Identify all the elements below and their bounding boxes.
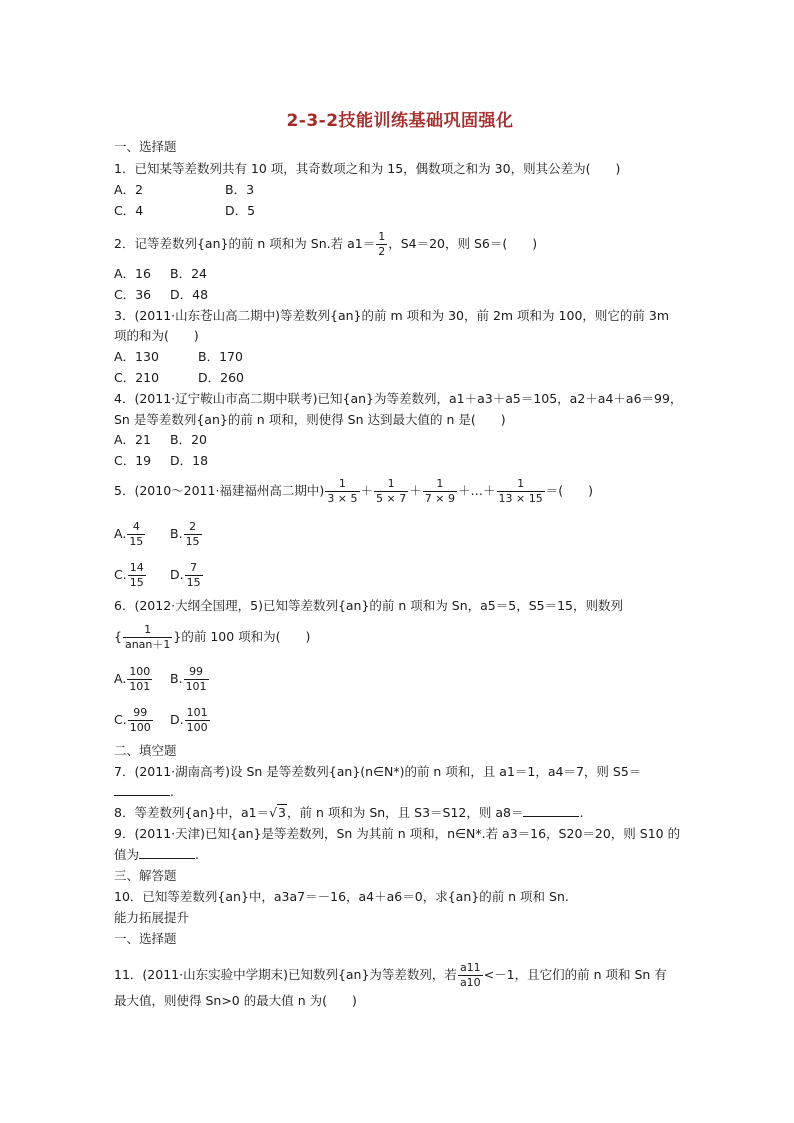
q6-option-b-fraction bbox=[184, 665, 209, 694]
q9-answer-blank[interactable] bbox=[139, 847, 195, 859]
q8-period: . bbox=[579, 805, 584, 820]
denominator: 15 bbox=[185, 535, 200, 548]
q2-text-start: 2．记等差数列{an}的前 n 项和为 Sn.若 a1＝ bbox=[114, 236, 376, 251]
q8-text-start: 8．等差数列{an}中，a1＝ bbox=[114, 805, 270, 820]
question-3-line-2: 项的和为( ) bbox=[114, 328, 199, 343]
question-4-line-2: Sn 是等差数列{an}的前 n 项和，则使得 Sn 达到最大值的 n 是( ) bbox=[114, 412, 506, 427]
q6-option-d-fraction bbox=[185, 706, 210, 735]
q6-option-c bbox=[114, 706, 154, 735]
q1-option-b: B．3 bbox=[225, 182, 255, 197]
question-11-line-2: 最大值，则使得 Sn>0 的最大值 n 为( ) bbox=[114, 993, 357, 1008]
numerator: 4 bbox=[127, 520, 145, 535]
q5-term-1-denominator: 3 × 5 bbox=[327, 492, 358, 505]
denominator: 100 bbox=[129, 721, 151, 734]
question-4-line-1: 4．(2011·辽宁鞍山市高二期中联考)已知{an}为等差数列，a1＋a3＋a5＝105，a2＋a4＋a6＝99， bbox=[114, 391, 683, 406]
section-heading-choice-2: 一、选择题 bbox=[114, 931, 177, 946]
q5-option-b-label: B. bbox=[170, 526, 183, 541]
q1-option-c: C．4 bbox=[114, 203, 144, 218]
q5-term-4-numerator: 1 bbox=[497, 477, 545, 492]
q5-term-4-denominator: 13 × 15 bbox=[498, 492, 543, 505]
q8-answer-blank[interactable] bbox=[523, 805, 579, 817]
q4-option-a: A．21 bbox=[114, 432, 151, 447]
denominator: 15 bbox=[186, 576, 201, 589]
denominator: 101 bbox=[129, 680, 151, 693]
q5-term-2 bbox=[374, 477, 408, 506]
q5-option-a-label: A. bbox=[114, 526, 127, 541]
question-6-line-2 bbox=[114, 623, 310, 652]
question-8 bbox=[114, 805, 583, 821]
q2-option-b: B．24 bbox=[170, 266, 207, 281]
q4-option-c: C．19 bbox=[114, 453, 152, 468]
q4-option-b: B．20 bbox=[170, 432, 207, 447]
numerator: 99 bbox=[128, 706, 153, 721]
question-2 bbox=[114, 230, 537, 259]
q5-term-3-numerator: 1 bbox=[423, 477, 457, 492]
question-7-line-2 bbox=[114, 784, 174, 800]
section-heading-solve: 三、解答题 bbox=[114, 868, 177, 883]
q2-fraction-numerator: 1 bbox=[378, 230, 386, 243]
q11-text-start: 11．(2011·山东实验中学期末)已知数列{an}为等差数列，若 bbox=[114, 967, 457, 982]
plus-sign: ＋ bbox=[360, 483, 374, 498]
q6-option-a-fraction bbox=[127, 665, 152, 694]
q5-option-b-fraction bbox=[184, 520, 202, 549]
q2-fraction-denominator: 2 bbox=[378, 245, 386, 258]
plus-sign: ＋ bbox=[409, 483, 422, 498]
q6-fraction bbox=[123, 623, 172, 652]
q3-option-a: A．130 bbox=[114, 349, 159, 364]
q9-period: . bbox=[195, 847, 199, 862]
numerator: 99 bbox=[184, 665, 209, 680]
question-9-line-1: 9．(2011·天津)已知{an}是等差数列，Sn 为其前 n 项和，n∈N*.若 a3＝16，S20＝20，则 S10 的 bbox=[114, 826, 681, 841]
q6-option-b bbox=[170, 665, 210, 694]
sqrt-icon: √ bbox=[269, 805, 278, 820]
question-11-line-1 bbox=[114, 961, 667, 990]
q5-option-c-fraction bbox=[128, 561, 146, 590]
q6-fraction-numerator: 1 bbox=[123, 623, 172, 638]
section-heading-extension: 能力拓展提升 bbox=[114, 910, 190, 925]
numerator: 14 bbox=[129, 561, 144, 574]
q5-option-a bbox=[114, 520, 146, 549]
q5-option-c-label: C. bbox=[114, 567, 127, 582]
question-3-line-1: 3．(2011·山东苍山高二期中)等差数列{an}的前 m 项和为 30，前 2m 项和为 100，则它的前 3m bbox=[114, 308, 669, 323]
q11-fraction-denominator: a10 bbox=[459, 976, 481, 989]
question-5 bbox=[114, 477, 593, 506]
denominator: 15 bbox=[129, 535, 144, 548]
q6-fraction-denominator: anan＋1 bbox=[124, 638, 171, 651]
q5-option-a-fraction bbox=[127, 520, 145, 549]
question-6-line-1: 6．(2012·大纲全国理，5)已知等差数列{an}的前 n 项和为 Sn，a5＝5，S5＝15，则数列 bbox=[114, 598, 623, 613]
q7-period: . bbox=[170, 784, 174, 799]
q5-option-c bbox=[114, 561, 147, 590]
document-title: 2-3-2技能训练基础巩固强化 bbox=[286, 111, 514, 131]
numerator: 7 bbox=[185, 561, 203, 576]
q9-text-start: 值为 bbox=[114, 847, 140, 862]
ellipsis-sign: ＋…＋ bbox=[458, 483, 496, 498]
q8-radicand: 3 bbox=[278, 805, 286, 820]
section-heading-fill-blank: 二、填空题 bbox=[114, 743, 177, 758]
denominator: 101 bbox=[185, 680, 207, 693]
q6-option-d bbox=[170, 706, 211, 735]
q3-option-c: C．210 bbox=[114, 370, 160, 385]
section-heading-choice: 一、选择题 bbox=[114, 139, 177, 154]
q7-answer-blank[interactable] bbox=[114, 784, 170, 796]
q5-option-b bbox=[170, 520, 203, 549]
q11-text-end: <－1，且它们的前 n 项和 Sn 有 bbox=[483, 967, 667, 982]
q5-text-end: ＝( ) bbox=[545, 483, 593, 498]
q5-term-2-numerator: 1 bbox=[374, 477, 408, 492]
q6-option-b-label: B. bbox=[170, 671, 183, 686]
q5-term-3 bbox=[423, 477, 457, 506]
q6-option-d-label: D. bbox=[170, 712, 184, 727]
question-7-line-1: 7．(2011·湖南高考)设 Sn 是等差数列{an}(n∈N*)的前 n 项和，且 a1＝1，a4＝7，则 S5＝ bbox=[114, 764, 642, 779]
q6-option-a-label: A. bbox=[114, 671, 127, 686]
q2-option-d: D．48 bbox=[170, 287, 209, 302]
q5-term-1 bbox=[325, 477, 359, 506]
q1-option-a: A．2 bbox=[114, 182, 144, 197]
question-9-line-2 bbox=[114, 847, 199, 863]
question-10: 10．已知等差数列{an}中，a3a7＝－16，a4＋a6＝0，求{an}的前 n 项和 Sn. bbox=[114, 889, 569, 904]
q5-option-d bbox=[170, 561, 204, 590]
q2-fraction bbox=[376, 230, 387, 259]
q3-option-d: D．260 bbox=[198, 370, 244, 385]
q8-text-end: ，前 n 项和为 Sn，且 S3＝S12，则 a8＝ bbox=[286, 805, 524, 820]
q5-text-start: 5．(2010～2011·福建福州高二期中) bbox=[114, 483, 325, 498]
denominator: 100 bbox=[186, 721, 208, 734]
denominator: 15 bbox=[129, 576, 144, 589]
q1-option-d: D．5 bbox=[225, 203, 256, 218]
numerator: 101 bbox=[186, 706, 208, 719]
numerator: 100 bbox=[129, 665, 151, 678]
q3-option-b: B．170 bbox=[198, 349, 243, 364]
q5-term-4 bbox=[497, 477, 545, 506]
q5-term-3-denominator: 7 × 9 bbox=[424, 492, 455, 505]
q6-text-end: }的前 100 项和为( ) bbox=[173, 629, 311, 644]
q11-fraction-numerator: a11 bbox=[459, 961, 481, 974]
numerator: 2 bbox=[184, 520, 202, 535]
q2-text-end: ，S4＝20，则 S6＝( ) bbox=[388, 236, 538, 251]
question-1: 1．已知某等差数列共有 10 项，其奇数项之和为 15，偶数项之和为 30，则其公差为( ) bbox=[114, 161, 621, 176]
q5-option-d-label: D. bbox=[170, 567, 184, 582]
q6-option-a bbox=[114, 665, 153, 694]
q5-option-d-fraction bbox=[185, 561, 203, 590]
brace-open: { bbox=[114, 629, 122, 644]
q4-option-d: D．18 bbox=[170, 453, 209, 468]
q6-option-c-fraction bbox=[128, 706, 153, 735]
q6-option-c-label: C. bbox=[114, 712, 127, 727]
q11-fraction bbox=[458, 961, 483, 990]
q5-term-1-numerator: 1 bbox=[325, 477, 359, 492]
q2-option-c: C．36 bbox=[114, 287, 152, 302]
q5-term-2-denominator: 5 × 7 bbox=[376, 492, 407, 505]
q2-option-a: A．16 bbox=[114, 266, 151, 281]
